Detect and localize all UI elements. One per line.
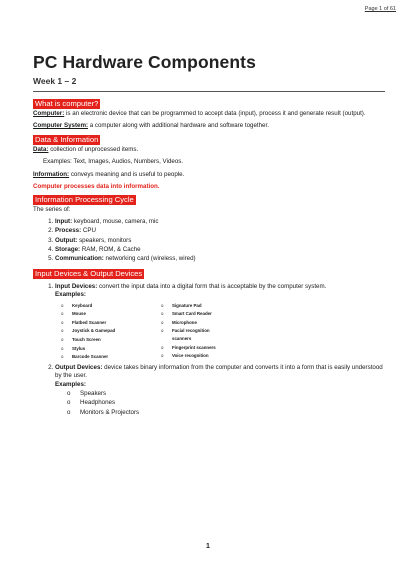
document-body — [33, 99, 385, 418]
input-devices-def: convert the input data into a digital form that is acceptable by the computer system. — [97, 282, 327, 290]
cycle-term: Process: — [55, 227, 82, 235]
information-def-text: conveys meaning and is useful to people. — [69, 170, 185, 178]
information-definition — [33, 171, 385, 179]
page-indicator[interactable]: Page 1 of 61 — [364, 6, 396, 12]
cycle-intro: The series of: — [33, 206, 71, 214]
input-devices-term: Input Devices: — [55, 282, 98, 290]
list-item — [55, 246, 385, 254]
computer-def-text: is an electronic device that can be programmed to accept data (input), process it and generate result (output). — [64, 110, 366, 117]
devices-list — [33, 283, 385, 417]
processing-note: Computer processes data into information. — [33, 183, 160, 191]
computer-definition — [33, 110, 385, 118]
week-subtitle: Week 1 – 2 — [33, 76, 77, 86]
computer-system-term: Computer System: — [33, 122, 89, 130]
list-item: o Barcode Scanner — [61, 353, 161, 361]
list-item: o Facial recognition scanners — [161, 327, 261, 342]
list-item: o Headphones — [67, 399, 385, 407]
cycle-term: Output: — [55, 236, 78, 244]
data-examples: Examples: Text, Images, Audios, Numbers, Videos. — [43, 158, 184, 166]
list-item: o Microphone — [161, 319, 261, 327]
computer-term: Computer: — [33, 110, 65, 117]
title-divider — [33, 91, 385, 92]
computer-system-definition — [33, 122, 385, 130]
cycle-text: CPU — [81, 227, 96, 235]
list-item: o Signature Pad — [161, 302, 261, 310]
output-examples-list — [67, 390, 385, 417]
data-definition — [33, 146, 385, 154]
section-heading-cycle: Information Processing Cycle — [35, 195, 134, 205]
list-item — [55, 227, 385, 235]
list-item: o Touch Screen — [61, 336, 161, 344]
page-title: PC Hardware Components — [33, 52, 256, 72]
cycle-term: Storage: — [55, 246, 81, 254]
list-item: o Stylus — [61, 345, 161, 353]
cycle-term: Communication: — [55, 255, 104, 263]
list-item — [55, 237, 385, 245]
list-item — [55, 255, 385, 263]
list-item — [55, 364, 385, 417]
list-item: o Flatbed Scanner — [61, 319, 161, 327]
section-heading-data: Data & Information — [35, 134, 99, 144]
list-item: o Mouse — [61, 310, 161, 318]
cycle-text: speakers, monitors — [77, 236, 132, 244]
list-item: o Speakers — [67, 390, 385, 398]
section-heading-computer: What is computer? — [35, 99, 99, 108]
list-item: o Monitors & Projectors — [67, 409, 385, 417]
data-term: Data: — [33, 145, 49, 153]
input-examples-col-1 — [61, 302, 161, 362]
input-examples-columns — [61, 302, 385, 362]
input-examples-label: Examples: — [55, 291, 86, 299]
output-examples-label: Examples: — [55, 380, 86, 388]
list-item: o Smart Card Reader — [161, 310, 261, 318]
list-item: o Joystick & Gamepad — [61, 327, 161, 335]
data-def-text: collection of unprocessed items. — [48, 145, 139, 153]
page-number: 1 — [206, 543, 210, 550]
list-item — [55, 218, 385, 226]
output-devices-term: Output Devices: — [55, 363, 103, 371]
information-term: Information: — [33, 170, 70, 178]
cycle-term: Input: — [55, 217, 73, 225]
section-heading-devices: Input Devices & Output Devices — [35, 268, 143, 278]
list-item: o Voice recognition — [161, 352, 261, 360]
input-examples-col-2 — [161, 302, 261, 362]
cycle-text: RAM, ROM, & Cache — [80, 246, 141, 254]
output-devices-def: device takes binary information from the computer and converts it into a form that is easily understood by the user. — [55, 363, 383, 380]
cycle-text: keyboard, mouse, camera, mic — [72, 217, 159, 225]
cycle-text: networking card (wireless, wired) — [103, 255, 196, 263]
list-item: o Fingerprint scanners — [161, 344, 261, 352]
computer-system-def-text: a computer along with additional hardware and software together. — [88, 122, 269, 130]
list-item — [55, 283, 385, 362]
list-item: o Keyboard — [61, 302, 161, 310]
cycle-list — [33, 218, 385, 264]
